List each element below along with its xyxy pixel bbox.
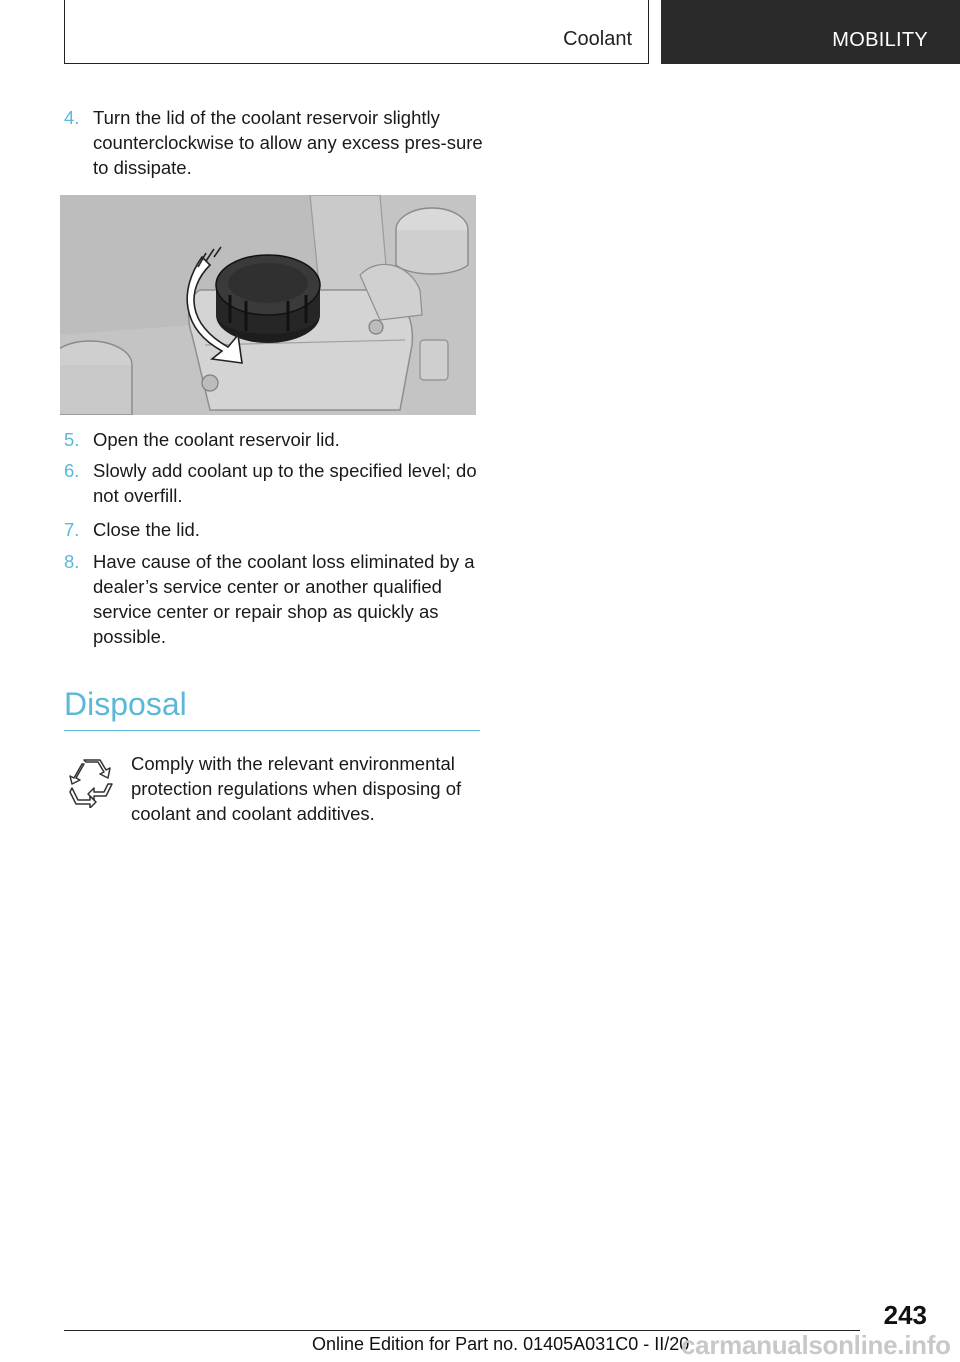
step-7 (64, 517, 484, 542)
step-text: Have cause of the coolant loss eliminated by a dealer’s service center or another qualified service center or repair shop as quickly as possible. (93, 551, 475, 647)
page-number: 243 (883, 1300, 927, 1330)
disposal-note: Comply with the relevant environmental protection regulations when disposing of coolant and coolant additives. (131, 753, 462, 824)
watermark: carmanualsonline.info (681, 1330, 951, 1360)
step-6 (64, 458, 484, 508)
step-4 (64, 105, 484, 180)
header-chapter-tab (661, 0, 960, 64)
step-5 (64, 427, 484, 452)
footer-edition: Online Edition for Part no. 01405A031C0 - II/20 (312, 1334, 690, 1354)
step-number: 8. (64, 551, 80, 572)
coolant-reservoir-illustration (60, 195, 476, 415)
step-text: Slowly add coolant up to the specified level; do not overfill. (93, 460, 477, 506)
step-number: 7. (64, 519, 80, 540)
section-title-disposal: Disposal (64, 686, 187, 722)
step-text: Open the coolant reservoir lid. (93, 429, 340, 450)
recycle-icon (66, 756, 118, 808)
step-number: 4. (64, 107, 80, 128)
step-text: Close the lid. (93, 519, 200, 540)
step-8 (64, 549, 484, 649)
step-text: Turn the lid of the coolant reservoir slightly counterclockwise to allow any excess pres-sure to dissipate. (93, 107, 483, 178)
header-section-title: Coolant (563, 28, 632, 50)
step-number: 6. (64, 460, 80, 481)
header-section-tab (64, 0, 649, 64)
step-number: 5. (64, 429, 80, 450)
header-chapter-title: MOBILITY (832, 29, 928, 51)
section-divider (64, 730, 480, 731)
